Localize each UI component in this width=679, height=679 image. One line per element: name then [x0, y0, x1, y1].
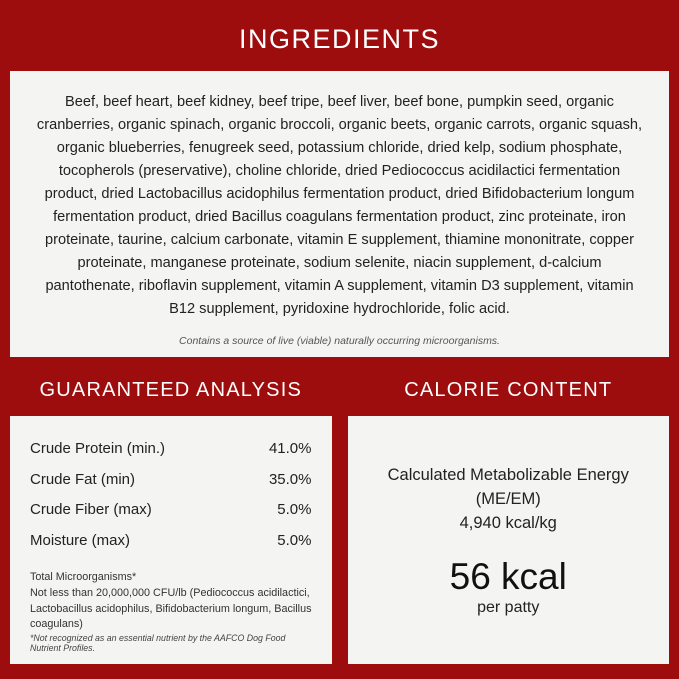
metabolizable-energy-value: 4,940 kcal/kg [459, 514, 557, 532]
ingredients-note: Contains a source of live (viable) naturally occurring microorganisms. [179, 335, 500, 348]
calories-per-patty-value: 56 kcal [449, 555, 567, 597]
ingredients-text: Beef, beef heart, beef kidney, beef tripe, beef liver, beef bone, pumpkin seed, organic cranberries, organic spinach, organic broccoli, organic beets, organic carrots, organic squash, organic blueberries, fenugreek seed, potassium chloride, dried kelp, sodium phosphate, tocopherols (preservative), choline chloride, dried Pediococcus acidilactici fermentation product, dried Lactobacillus acidophilus fermentation product, dried Bifidobacterium longum fermentation product, dried Bacillus coagulans fermentation product, zinc proteinate, iron proteinate, taurine, calcium carbonate, vitamin E supplement, thiamine mononitrate, copper proteinate, manganese proteinate, sodium selenite, niacin supplement, d-calcium pantothenate, riboflavin supplement, vitamin A supplement, vitamin D3 supplement, vitamin B12 supplement, pyridoxine hydrochloride, folic acid. [36, 94, 643, 318]
analysis-value: 5.0% [277, 531, 312, 549]
analysis-value: 41.0% [268, 440, 312, 458]
calorie-content-heading: CALORIE CONTENT [404, 379, 613, 402]
microorganisms-block [30, 570, 312, 633]
bottom-columns [10, 416, 669, 664]
analysis-label: Crude Fiber (max) [30, 501, 152, 519]
ingredients-card [10, 71, 669, 357]
guaranteed-analysis-card [10, 416, 332, 664]
analysis-value: 35.0% [268, 470, 312, 488]
table-row [30, 526, 312, 557]
microorganisms-text: Not less than 20,000,000 CFU/lb (Pediococcus acidilactici, Lactobacillus acidophilus, Bifidobacterium longum, Bacillus coagulans) [30, 587, 312, 631]
calorie-content-card [348, 416, 670, 664]
table-row [30, 434, 312, 465]
table-row [30, 465, 312, 496]
calorie-content-heading-wrap [340, 379, 670, 402]
calorie-content-column [340, 416, 670, 664]
guaranteed-analysis-column [10, 416, 340, 664]
analysis-label: Crude Fat (min) [30, 470, 136, 488]
microorganisms-title: Total Microorganisms* [30, 571, 137, 584]
metabolizable-energy-label: Calculated Metabolizable Energy (ME/EM) [387, 466, 629, 509]
analysis-value: 5.0% [277, 501, 312, 519]
table-row [30, 495, 312, 526]
analysis-label: Moisture (max) [30, 531, 131, 549]
analysis-footnote: *Not recognized as an essential nutrient by the AAFCO Dog Food Nutrient Profiles. [30, 633, 286, 654]
guaranteed-analysis-heading: GUARANTEED ANALYSIS [39, 379, 302, 402]
ingredients-heading: INGREDIENTS [238, 24, 441, 54]
guaranteed-analysis-heading-wrap [10, 379, 340, 402]
section-headers [10, 379, 669, 402]
analysis-label: Crude Protein (min.) [30, 440, 166, 458]
calories-per-patty-unit: per patty [477, 598, 540, 616]
